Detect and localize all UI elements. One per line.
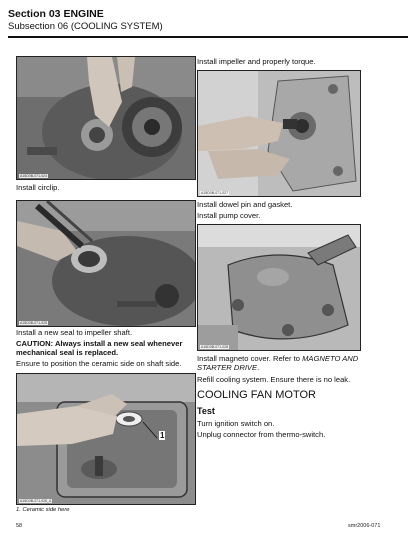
- photo-ceramic-seal: [16, 373, 196, 505]
- photo-impeller: [197, 70, 361, 197]
- step-install-pump-cover: Install pump cover.: [197, 211, 261, 220]
- photo-code: A15D0B-071-026_A: [20, 499, 52, 503]
- callout-1: 1: [160, 431, 165, 440]
- starter-drive-reference-link: STARTER DRIVE: [197, 363, 258, 372]
- subsection-title: Subsection 06 (COOLING SYSTEM): [8, 21, 163, 32]
- step-ignition-on: Turn ignition switch on.: [197, 419, 275, 428]
- photo-code: A15D0B-071-024: [20, 174, 48, 178]
- photo-circlip: [16, 56, 196, 180]
- magneto-text: Install magneto cover. Refer to: [197, 354, 303, 363]
- magneto-text-end: .: [257, 363, 260, 372]
- step-install-impeller: Install impeller and properly torque.: [197, 57, 316, 66]
- heading-cooling-fan-motor: COOLING FAN MOTOR: [197, 389, 316, 401]
- photo-seal: [16, 200, 196, 327]
- step-install-magneto-line-2: [197, 363, 259, 373]
- photo-pump-cover: [197, 224, 361, 351]
- magneto-reference-link: MAGNETO AND: [302, 354, 359, 363]
- step-install-seal: Install a new seal to impeller shaft.: [16, 328, 133, 337]
- section-title: Section 03 ENGINE: [8, 8, 104, 20]
- caution-line-1: CAUTION: Always install a new seal whenever: [16, 339, 183, 348]
- page-number: 58: [16, 523, 23, 529]
- doc-code: smr2006-071: [348, 523, 381, 529]
- photo-code: A15D0B-071-025: [20, 321, 48, 325]
- step-refill-cooling: Refill cooling system. Ensure there is no leak.: [197, 375, 351, 384]
- step-ceramic-side: Ensure to position the ceramic side on shaft side.: [16, 359, 182, 368]
- photo-caption: 1. Ceramic side here: [16, 507, 70, 513]
- caution-line-2: mechanical seal is replaced.: [16, 348, 119, 357]
- step-install-circlip: Install circlip.: [16, 183, 60, 192]
- step-unplug-connector: Unplug connector from thermo-switch.: [197, 430, 326, 439]
- photo-code: A15D0B-071-027: [201, 191, 229, 195]
- step-install-dowel: Install dowel pin and gasket.: [197, 200, 293, 209]
- subheading-test: Test: [197, 406, 215, 416]
- header-rule: [8, 36, 408, 38]
- photo-code: A15D0B-071-028: [201, 345, 229, 349]
